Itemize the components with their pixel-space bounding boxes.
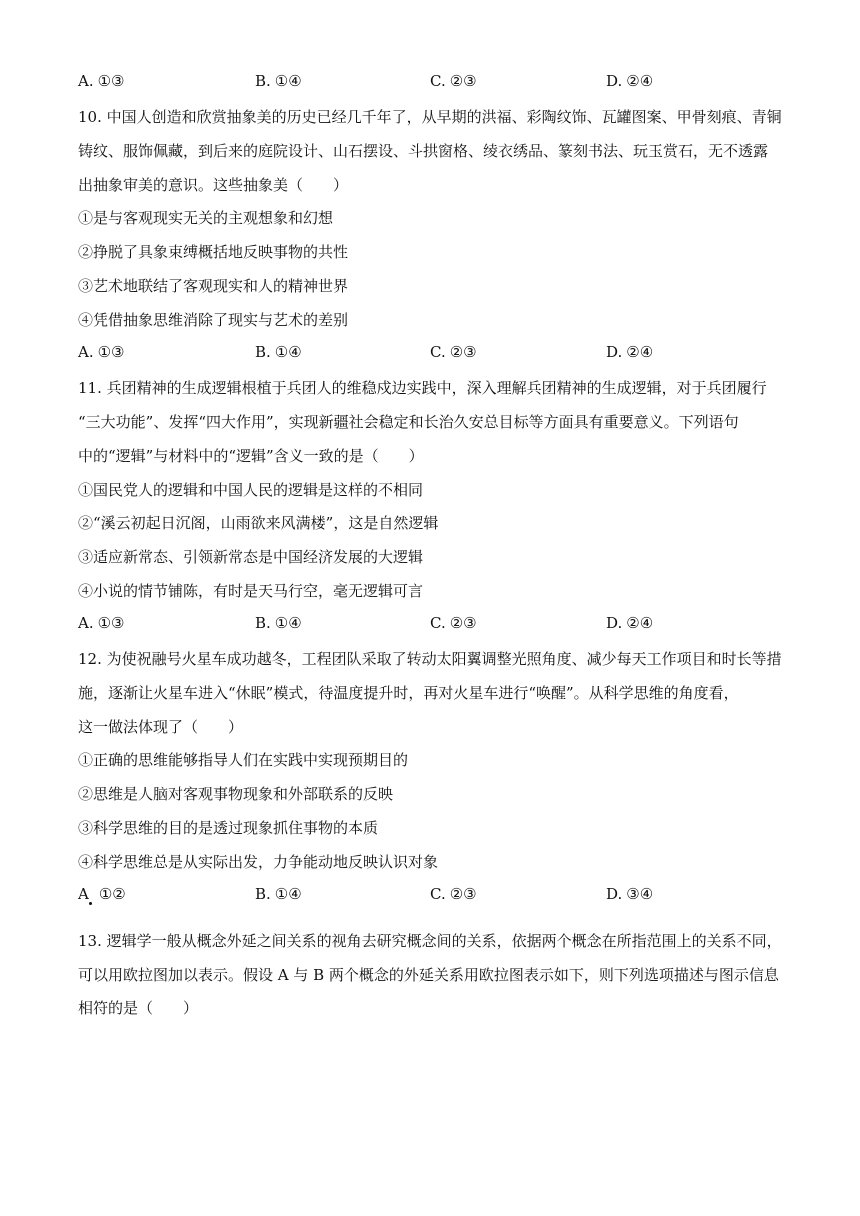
q11-option-d[interactable]: D. ②④ — [606, 614, 654, 632]
q11-statement-4: ④小说的情节铺陈，有时是天马行空，毫无逻辑可言 — [78, 582, 424, 600]
q12-statement-3: ③科学思维的目的是透过现象抓住事物的本质 — [78, 819, 379, 837]
option-a[interactable]: A. ①③ — [78, 72, 125, 90]
q12-statement-1: ①正确的思维能够指导人们在实践中实现预期目的 — [78, 751, 409, 769]
q10-stem-line-3: 出抽象审美的意识。这些抽象美（ ） — [78, 176, 349, 194]
q13-stem-line-3: 相符的是（ ） — [78, 999, 199, 1017]
q10-stem-line-1: 10. 中国人创造和欣赏抽象美的历史已经几千年了，从早期的洪福、彩陶纹饰、瓦罐图案、甲骨刻痕、青铜 — [78, 108, 782, 126]
option-d[interactable]: D. ②④ — [606, 72, 654, 90]
q11-stem-line-3: 中的“逻辑”与材料中的“逻辑”含义一致的是（ ） — [78, 447, 424, 465]
q12-option-b[interactable]: B. ①④ — [255, 885, 302, 903]
q11-statement-2: ②“溪云初起日沉阁，山雨欲来风满楼”，这是自然逻辑 — [78, 514, 439, 532]
q10-statement-4: ④凭借抽象思维消除了现实与艺术的差别 — [78, 311, 349, 329]
q11-option-b[interactable]: B. ①④ — [255, 614, 302, 632]
q11-statement-3: ③适应新常态、引领新常态是中国经济发展的大逻辑 — [78, 548, 424, 566]
q12-option-c[interactable]: C. ②③ — [430, 885, 477, 903]
q11-options-row — [78, 614, 778, 636]
q10-option-b[interactable]: B. ①④ — [255, 343, 302, 361]
q12-options-row — [78, 885, 778, 907]
q12-option-d[interactable]: D. ③④ — [606, 885, 654, 903]
q10-statement-3: ③艺术地联结了客观现实和人的精神世界 — [78, 277, 349, 295]
q11-option-a[interactable]: A. ①③ — [78, 614, 125, 632]
q12-stem-line-1: 12. 为使祝融号火星车成功越冬，工程团队采取了转动太阳翼调整光照角度、减少每天工作项目和时长等措 — [78, 650, 782, 668]
q11-stem-line-1: 11. 兵团精神的生成逻辑根植于兵团人的维稳戍边实践中，深入理解兵团精神的生成逻辑，对于兵团履行 — [78, 379, 767, 397]
q10-option-c[interactable]: C. ②③ — [430, 343, 477, 361]
q10-stem-line-2: 铸纹、服饰佩藏，到后来的庭院设计、山石摆设、斗拱窗格、绫衣绣品、篆刻书法、玩玉赏石，无不透露 — [78, 142, 769, 160]
q10-option-a[interactable]: A. ①③ — [78, 343, 125, 361]
q11-option-c[interactable]: C. ②③ — [430, 614, 477, 632]
q10-statement-1: ①是与客观现实无关的主观想象和幻想 — [78, 209, 334, 227]
q10-option-d[interactable]: D. ②④ — [606, 343, 654, 361]
option-b[interactable]: B. ①④ — [255, 72, 302, 90]
q13-stem-line-2: 可以用欧拉图加以表示。假设 A 与 B 两个概念的外延关系用欧拉图表示如下，则下列选项描述与图示信息 — [78, 966, 779, 984]
q10-statement-2: ②挣脱了具象束缚概括地反映事物的共性 — [78, 243, 349, 261]
q12-option-a[interactable]: A ①② — [78, 885, 126, 903]
q11-stem-line-2: “三大功能”、发挥“四大作用”，实现新疆社会稳定和长治久安总目标等方面具有重要意义。下列语句 — [78, 413, 739, 431]
q13-stem-line-1: 13. 逻辑学一般从概念外延之间关系的视角去研究概念间的关系，依据两个概念在所指范围上的关系不同， — [78, 932, 782, 950]
options-row-top — [78, 72, 778, 94]
option-c[interactable]: C. ②③ — [430, 72, 477, 90]
q12-statement-2: ②思维是人脑对客观事物现象和外部联系的反映 — [78, 785, 394, 803]
stray-dot-mark — [89, 902, 92, 905]
q11-statement-1: ①国民党人的逻辑和中国人民的逻辑是这样的不相同 — [78, 481, 424, 499]
q12-stem-line-2: 施，逐渐让火星车进入“休眠”模式，待温度提升时，再对火星车进行“唤醒”。从科学思维的角度看， — [78, 684, 739, 702]
q10-options-row — [78, 343, 778, 365]
q12-statement-4: ④科学思维总是从实际出发，力争能动地反映认识对象 — [78, 853, 439, 871]
q12-stem-line-3: 这一做法体现了（ ） — [78, 718, 244, 736]
